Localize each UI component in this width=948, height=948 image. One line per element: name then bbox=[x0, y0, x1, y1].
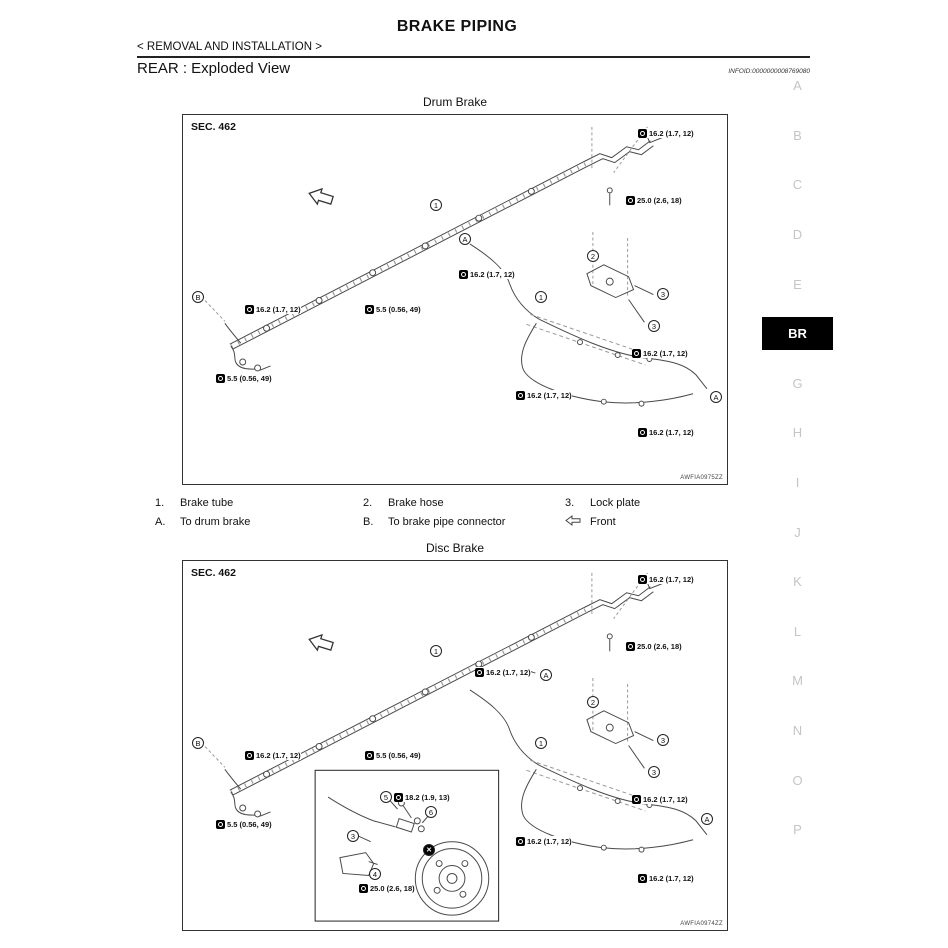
torque-wrench-icon bbox=[626, 196, 635, 205]
callout-b: B bbox=[192, 291, 204, 303]
callout-2: 2 bbox=[587, 250, 599, 262]
torque-wrench-icon bbox=[638, 874, 647, 883]
drum-overlay bbox=[183, 115, 727, 484]
torque-value: 5.5 (0.56, 49) bbox=[376, 304, 421, 314]
torque-wrench-icon bbox=[359, 884, 368, 893]
legend-item bbox=[155, 515, 363, 529]
callout-1: 1 bbox=[535, 291, 547, 303]
torque-value: 25.0 (2.6, 18) bbox=[370, 883, 415, 893]
section-title: REAR : Exploded View bbox=[137, 60, 291, 77]
side-index-item-n[interactable] bbox=[762, 706, 833, 756]
side-index-label: E bbox=[793, 276, 802, 292]
legend-key: B. bbox=[363, 516, 374, 528]
torque-wrench-icon bbox=[365, 751, 374, 760]
callout-a: A bbox=[710, 391, 722, 403]
sec-label: SEC. 462 bbox=[191, 567, 236, 579]
legend-key: 1. bbox=[155, 497, 165, 509]
torque-value: 16.2 (1.7, 12) bbox=[256, 750, 301, 760]
torque-label bbox=[632, 348, 688, 358]
torque-wrench-icon bbox=[459, 270, 468, 279]
legend-key: 3. bbox=[565, 497, 575, 509]
legend-key: 2. bbox=[363, 497, 373, 509]
torque-label bbox=[459, 269, 515, 279]
legend-text: Front bbox=[590, 516, 616, 528]
drum-brake-figure bbox=[182, 114, 728, 485]
torque-label bbox=[516, 836, 572, 846]
disc-overlay bbox=[183, 561, 727, 930]
side-index-item-l[interactable] bbox=[762, 607, 833, 657]
torque-wrench-icon bbox=[365, 305, 374, 314]
torque-value: 25.0 (2.6, 18) bbox=[637, 195, 682, 205]
torque-value: 16.2 (1.7, 12) bbox=[649, 128, 694, 138]
torque-value: 16.2 (1.7, 12) bbox=[470, 269, 515, 279]
legend-key: A. bbox=[155, 516, 166, 528]
torque-value: 16.2 (1.7, 12) bbox=[643, 348, 688, 358]
torque-label bbox=[638, 427, 694, 437]
replace-symbol: ✕ bbox=[423, 844, 435, 856]
torque-wrench-icon bbox=[216, 374, 225, 383]
torque-wrench-icon bbox=[632, 795, 641, 804]
side-index-label: P bbox=[793, 822, 802, 838]
callout-3: 3 bbox=[657, 734, 669, 746]
side-index-label: G bbox=[792, 375, 803, 391]
torque-label bbox=[365, 304, 421, 314]
side-index-item-m[interactable] bbox=[762, 656, 833, 706]
torque-label bbox=[216, 373, 272, 383]
callout-3: 3 bbox=[657, 288, 669, 300]
torque-value: 16.2 (1.7, 12) bbox=[527, 390, 572, 400]
sec-label: SEC. 462 bbox=[191, 121, 236, 133]
torque-value: 18.2 (1.9, 13) bbox=[405, 792, 450, 802]
callout-a: A bbox=[701, 813, 713, 825]
side-index-label: D bbox=[792, 227, 803, 243]
torque-label bbox=[365, 750, 421, 760]
torque-label bbox=[638, 574, 694, 584]
legend-item bbox=[363, 497, 565, 509]
legend-row bbox=[137, 515, 810, 529]
torque-wrench-icon bbox=[632, 349, 641, 358]
legend-text: To drum brake bbox=[180, 516, 251, 528]
side-index-label: J bbox=[794, 524, 801, 540]
torque-wrench-icon bbox=[638, 129, 647, 138]
callout-2: 2 bbox=[587, 696, 599, 708]
torque-label bbox=[632, 794, 688, 804]
drum-brake-heading: Drum Brake bbox=[422, 95, 487, 109]
figure-code: AWFIA0975ZZ bbox=[680, 475, 723, 481]
torque-wrench-icon bbox=[638, 428, 647, 437]
torque-value: 16.2 (1.7, 12) bbox=[649, 574, 694, 584]
torque-label bbox=[245, 304, 301, 314]
side-index bbox=[762, 61, 833, 855]
legend-item bbox=[155, 497, 363, 509]
disc-brake-heading: Disc Brake bbox=[425, 541, 484, 555]
side-index-label: H bbox=[792, 425, 803, 441]
side-index-label: B bbox=[793, 127, 802, 143]
torque-value: 25.0 (2.6, 18) bbox=[637, 641, 682, 651]
disc-brake-figure bbox=[182, 560, 728, 931]
side-index-label: I bbox=[795, 475, 800, 491]
side-index-label: K bbox=[793, 574, 802, 590]
torque-value: 16.2 (1.7, 12) bbox=[649, 873, 694, 883]
callout-3: 3 bbox=[347, 830, 359, 842]
side-index-label: A bbox=[793, 78, 802, 94]
side-index-item-b[interactable] bbox=[762, 111, 833, 161]
torque-wrench-icon bbox=[516, 837, 525, 846]
torque-label bbox=[626, 195, 682, 205]
side-index-item-h[interactable] bbox=[762, 408, 833, 458]
callout-1: 1 bbox=[535, 737, 547, 749]
torque-label bbox=[394, 792, 450, 802]
legend-item bbox=[565, 497, 810, 509]
torque-label bbox=[516, 390, 572, 400]
callout-b: B bbox=[192, 737, 204, 749]
torque-label bbox=[638, 873, 694, 883]
torque-value: 5.5 (0.56, 49) bbox=[227, 373, 272, 383]
callout-1: 1 bbox=[430, 645, 442, 657]
front-arrow-icon bbox=[565, 515, 590, 529]
side-index-item-a[interactable] bbox=[762, 61, 833, 111]
callout-3: 3 bbox=[648, 766, 660, 778]
side-index-label: BR bbox=[762, 317, 833, 350]
side-index-label: O bbox=[792, 772, 803, 788]
side-index-item-k[interactable] bbox=[762, 557, 833, 607]
legend-text: Brake tube bbox=[180, 497, 234, 509]
torque-wrench-icon bbox=[216, 820, 225, 829]
torque-wrench-icon bbox=[394, 793, 403, 802]
breadcrumb: < REMOVAL AND INSTALLATION > bbox=[137, 41, 810, 58]
torque-label bbox=[216, 819, 272, 829]
torque-label bbox=[638, 128, 694, 138]
page-title: BRAKE PIPING bbox=[396, 18, 518, 35]
torque-value: 5.5 (0.56, 49) bbox=[376, 750, 421, 760]
torque-wrench-icon bbox=[245, 751, 254, 760]
side-index-item-g[interactable] bbox=[762, 359, 833, 409]
torque-value: 16.2 (1.7, 12) bbox=[256, 304, 301, 314]
torque-wrench-icon bbox=[475, 668, 484, 677]
torque-wrench-icon bbox=[245, 305, 254, 314]
side-index-item-o[interactable] bbox=[762, 755, 833, 805]
side-index-item-d[interactable] bbox=[762, 210, 833, 260]
torque-wrench-icon bbox=[626, 642, 635, 651]
callout-a: A bbox=[540, 669, 552, 681]
legend-text: Brake hose bbox=[388, 497, 444, 509]
torque-value: 5.5 (0.56, 49) bbox=[227, 819, 272, 829]
side-index-label: N bbox=[792, 723, 803, 739]
callout-3: 3 bbox=[648, 320, 660, 332]
side-index-label: C bbox=[792, 177, 803, 193]
torque-label bbox=[626, 641, 682, 651]
side-index-item-p[interactable] bbox=[762, 805, 833, 855]
torque-value: 16.2 (1.7, 12) bbox=[486, 667, 531, 677]
infoid-label: INFOID:0000000008769080 bbox=[728, 68, 810, 75]
callout-a: A bbox=[459, 233, 471, 245]
legend-text: To brake pipe connector bbox=[388, 516, 506, 528]
callout-6: 6 bbox=[425, 806, 437, 818]
legend bbox=[137, 497, 810, 535]
side-index-label: L bbox=[793, 623, 802, 639]
side-index-item-e[interactable] bbox=[762, 259, 833, 309]
torque-wrench-icon bbox=[638, 575, 647, 584]
legend-item bbox=[565, 515, 810, 529]
side-index-item-c[interactable] bbox=[762, 160, 833, 210]
torque-value: 16.2 (1.7, 12) bbox=[643, 794, 688, 804]
torque-label bbox=[359, 883, 415, 893]
torque-wrench-icon bbox=[516, 391, 525, 400]
torque-value: 16.2 (1.7, 12) bbox=[527, 836, 572, 846]
figure-code: AWFIA0974ZZ bbox=[680, 921, 723, 927]
legend-text: Lock plate bbox=[590, 497, 641, 509]
legend-row bbox=[137, 497, 810, 509]
side-index-item-br[interactable] bbox=[762, 309, 833, 359]
torque-label bbox=[475, 667, 531, 677]
callout-4: 4 bbox=[369, 868, 381, 880]
torque-value: 16.2 (1.7, 12) bbox=[649, 427, 694, 437]
callout-1: 1 bbox=[430, 199, 442, 211]
callout-5: 5 bbox=[380, 791, 392, 803]
legend-item bbox=[363, 515, 565, 529]
side-index-label: M bbox=[792, 673, 803, 689]
torque-label bbox=[245, 750, 301, 760]
section-header bbox=[137, 60, 810, 77]
